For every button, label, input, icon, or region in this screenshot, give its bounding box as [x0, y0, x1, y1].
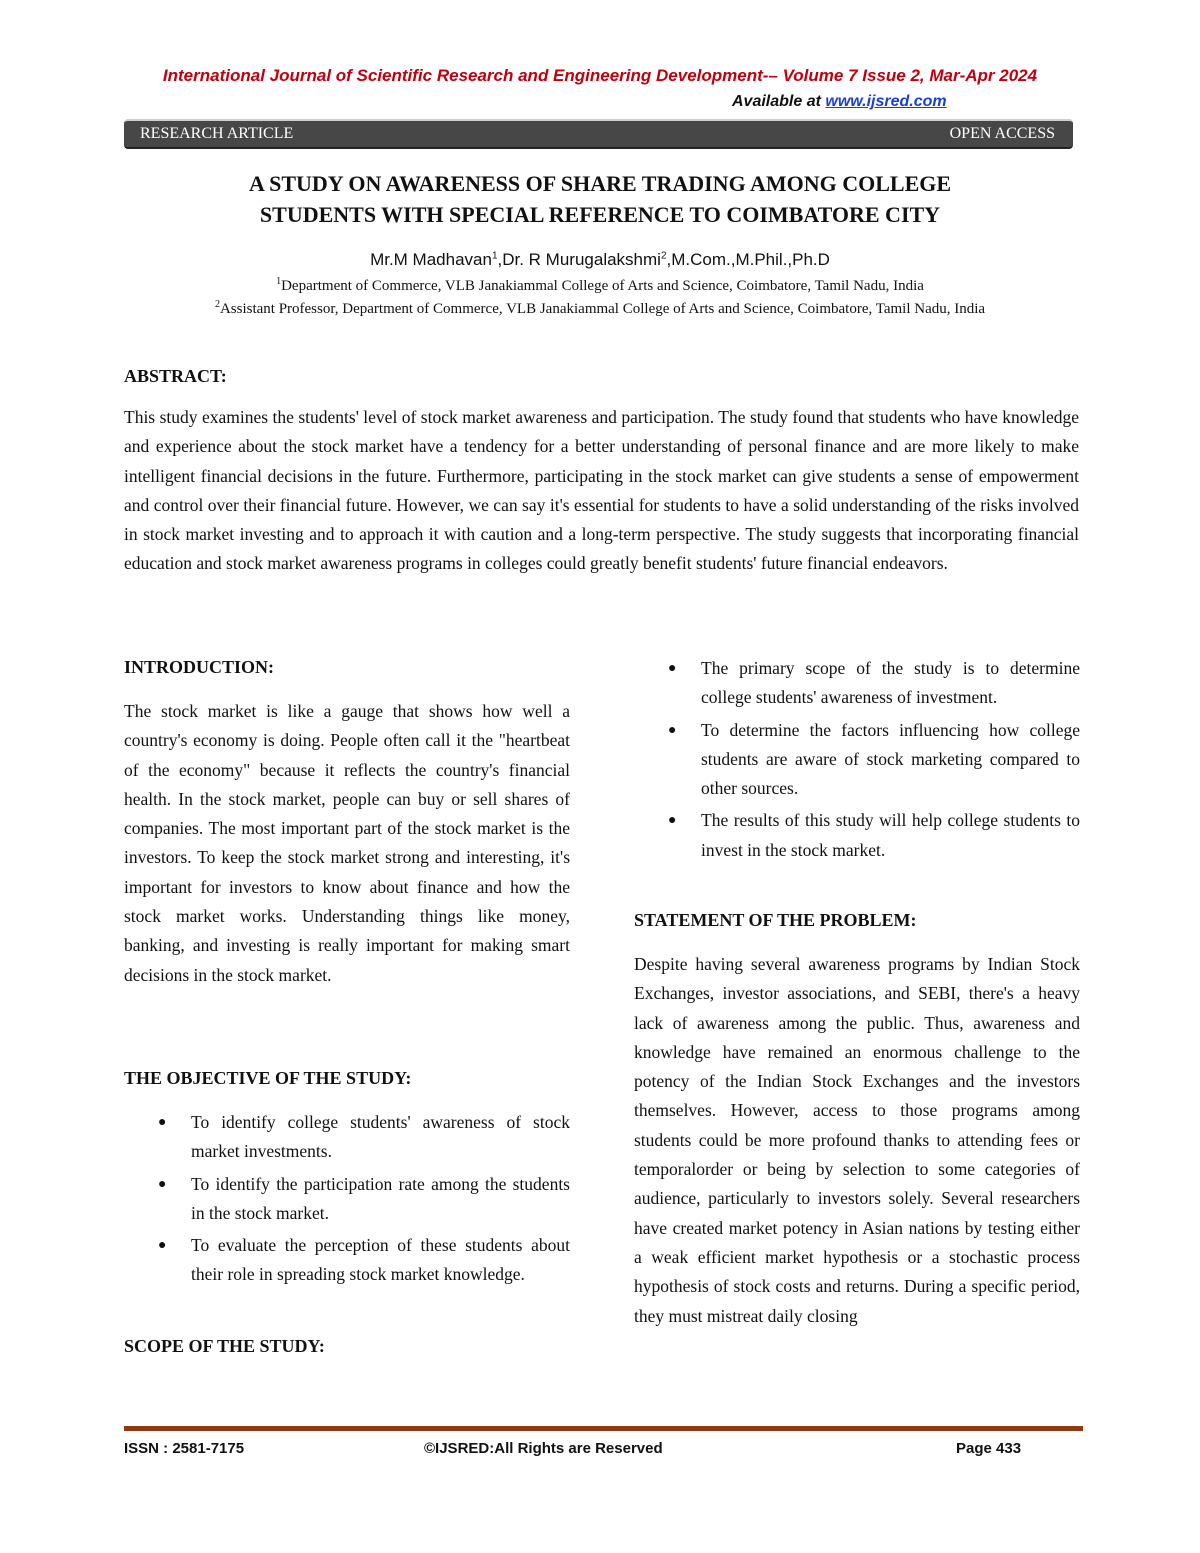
bullet-icon: ● — [668, 813, 677, 829]
affiliation-2 — [110, 299, 1090, 318]
author-line — [120, 250, 1080, 270]
available-prefix: Available at — [732, 93, 826, 110]
affiliation-1-sup: 1 — [276, 276, 282, 287]
footer-divider — [124, 1426, 1083, 1431]
author-2-degrees: ,M.Com.,M.Phil.,Ph.D — [666, 250, 830, 269]
journal-header: International Journal of Scientific Research and Engineering Development-– Volume 7 Issue 2, Mar-Apr 2024 — [162, 66, 1038, 85]
abstract-heading: ABSTRACT: — [124, 366, 227, 386]
bullet-icon: ● — [158, 1176, 167, 1192]
problem-heading: STATEMENT OF THE PROBLEM: — [634, 910, 917, 930]
author-2: ,Dr. R Murugalakshmi — [497, 250, 661, 269]
list-item: ● To determine the factors influencing how college students are aware of stock marketing compared to other sources. — [634, 716, 1080, 804]
introduction-text: The stock market is like a gauge that shows how well a country's economy is doing. People often call it the "heartbeat of the economy" because it reflects the country's financial health. In the stock market, people can buy or sell shares of companies. The most important part of the stock market is the investors. To keep the stock market strong and interesting, it's important for investors to know about finance and how the stock market works. Understanding things like money, banking, and investing is really important for making smart decisions in the stock market. — [124, 701, 570, 985]
list-item: ● The results of this study will help college students to invest in the stock market. — [634, 806, 1080, 865]
objective-heading: THE OBJECTIVE OF THE STUDY: — [124, 1068, 412, 1088]
bullet-icon: ● — [158, 1238, 167, 1254]
journal-website-link[interactable]: www.ijsred.com — [825, 93, 947, 110]
list-item: ● The primary scope of the study is to determine college students' awareness of investment. — [634, 654, 1080, 713]
availability-line — [732, 93, 947, 111]
affiliation-1 — [110, 276, 1090, 295]
objective-list — [124, 1108, 570, 1293]
author-2-sup: 2 — [660, 250, 667, 262]
bullet-icon: ● — [668, 661, 677, 676]
title-line-1: A STUDY ON AWARENESS OF SHARE TRADING AMONG COLLEGE — [248, 171, 952, 196]
author-1: Mr.M Madhavan — [370, 250, 492, 269]
banner-open-access: OPEN ACCESS — [949, 125, 1055, 142]
list-item: ● To identify the participation rate among the students in the stock market. — [124, 1170, 570, 1229]
introduction-heading: INTRODUCTION: — [124, 657, 275, 677]
bullet-icon: ● — [668, 722, 677, 738]
scope-list — [634, 654, 1080, 868]
footer-page-number: Page 433 — [956, 1440, 1022, 1457]
list-item: ● To identify college students' awareness of stock market investments. — [124, 1108, 570, 1167]
problem-text: Despite having several awareness programs by Indian Stock Exchanges, investor associations, and SEBI, there's a heavy lack of awareness among the public. Thus, awareness and knowledge have remained an enormous challenge to the potency of the Indian Stock Exchanges and the investors themselves. However, access to those programs among students could be more profound thanks to attending fees or temporalorder or being by selection to some categories of audience, particularly to investors solely. Several researchers have created market potency in Asian nations by testing either a weak efficient market hypothesis or a stochastic process hypothesis of stock costs and returns. During a specific period, they must mistreat daily closing — [634, 954, 1080, 1326]
footer-rights: ©IJSRED:All Rights are Reserved — [424, 1440, 663, 1457]
affiliation-2-sup: 2 — [214, 299, 220, 310]
affiliation-2-text: Assistant Professor, Department of Commerce, VLB Janakiammal College of Arts and Science, Coimbatore, Tamil Nadu, India — [219, 301, 986, 317]
scope-heading: SCOPE OF THE STUDY: — [124, 1336, 325, 1356]
title-line-2: STUDENTS WITH SPECIAL REFERENCE TO COIMBATORE CITY — [259, 202, 941, 227]
affiliation-1-text: Department of Commerce, VLB Janakiammal College of Arts and Science, Coimbatore, Tamil Nadu, India — [281, 278, 924, 294]
abstract-text: This study examines the students' level of stock market awareness and participation. The study found that students who have knowledge and experience about the stock market have a tendency for a better understanding of personal finance and are more likely to make intelligent financial decisions in the future. Furthermore, participating in the stock market can give students a sense of empowerment and control over their financial future. However, we can say it's essential for students to have a solid understanding of the risks involved in stock market investing and to approach it with caution and a long-term perspective. The study suggests that incorporating financial education and stock market awareness programs in colleges could greatly benefit students' future financial endeavors. — [124, 407, 1079, 574]
bullet-icon: ● — [158, 1115, 167, 1130]
author-1-sup: 1 — [491, 250, 498, 262]
list-item: ● To evaluate the perception of these students about their role in spreading stock market knowledge. — [124, 1231, 570, 1290]
banner-research-article: RESEARCH ARTICLE — [140, 125, 294, 142]
article-type-banner — [124, 119, 1073, 149]
footer-issn: ISSN : 2581-7175 — [124, 1440, 245, 1457]
paper-title — [120, 168, 1080, 230]
